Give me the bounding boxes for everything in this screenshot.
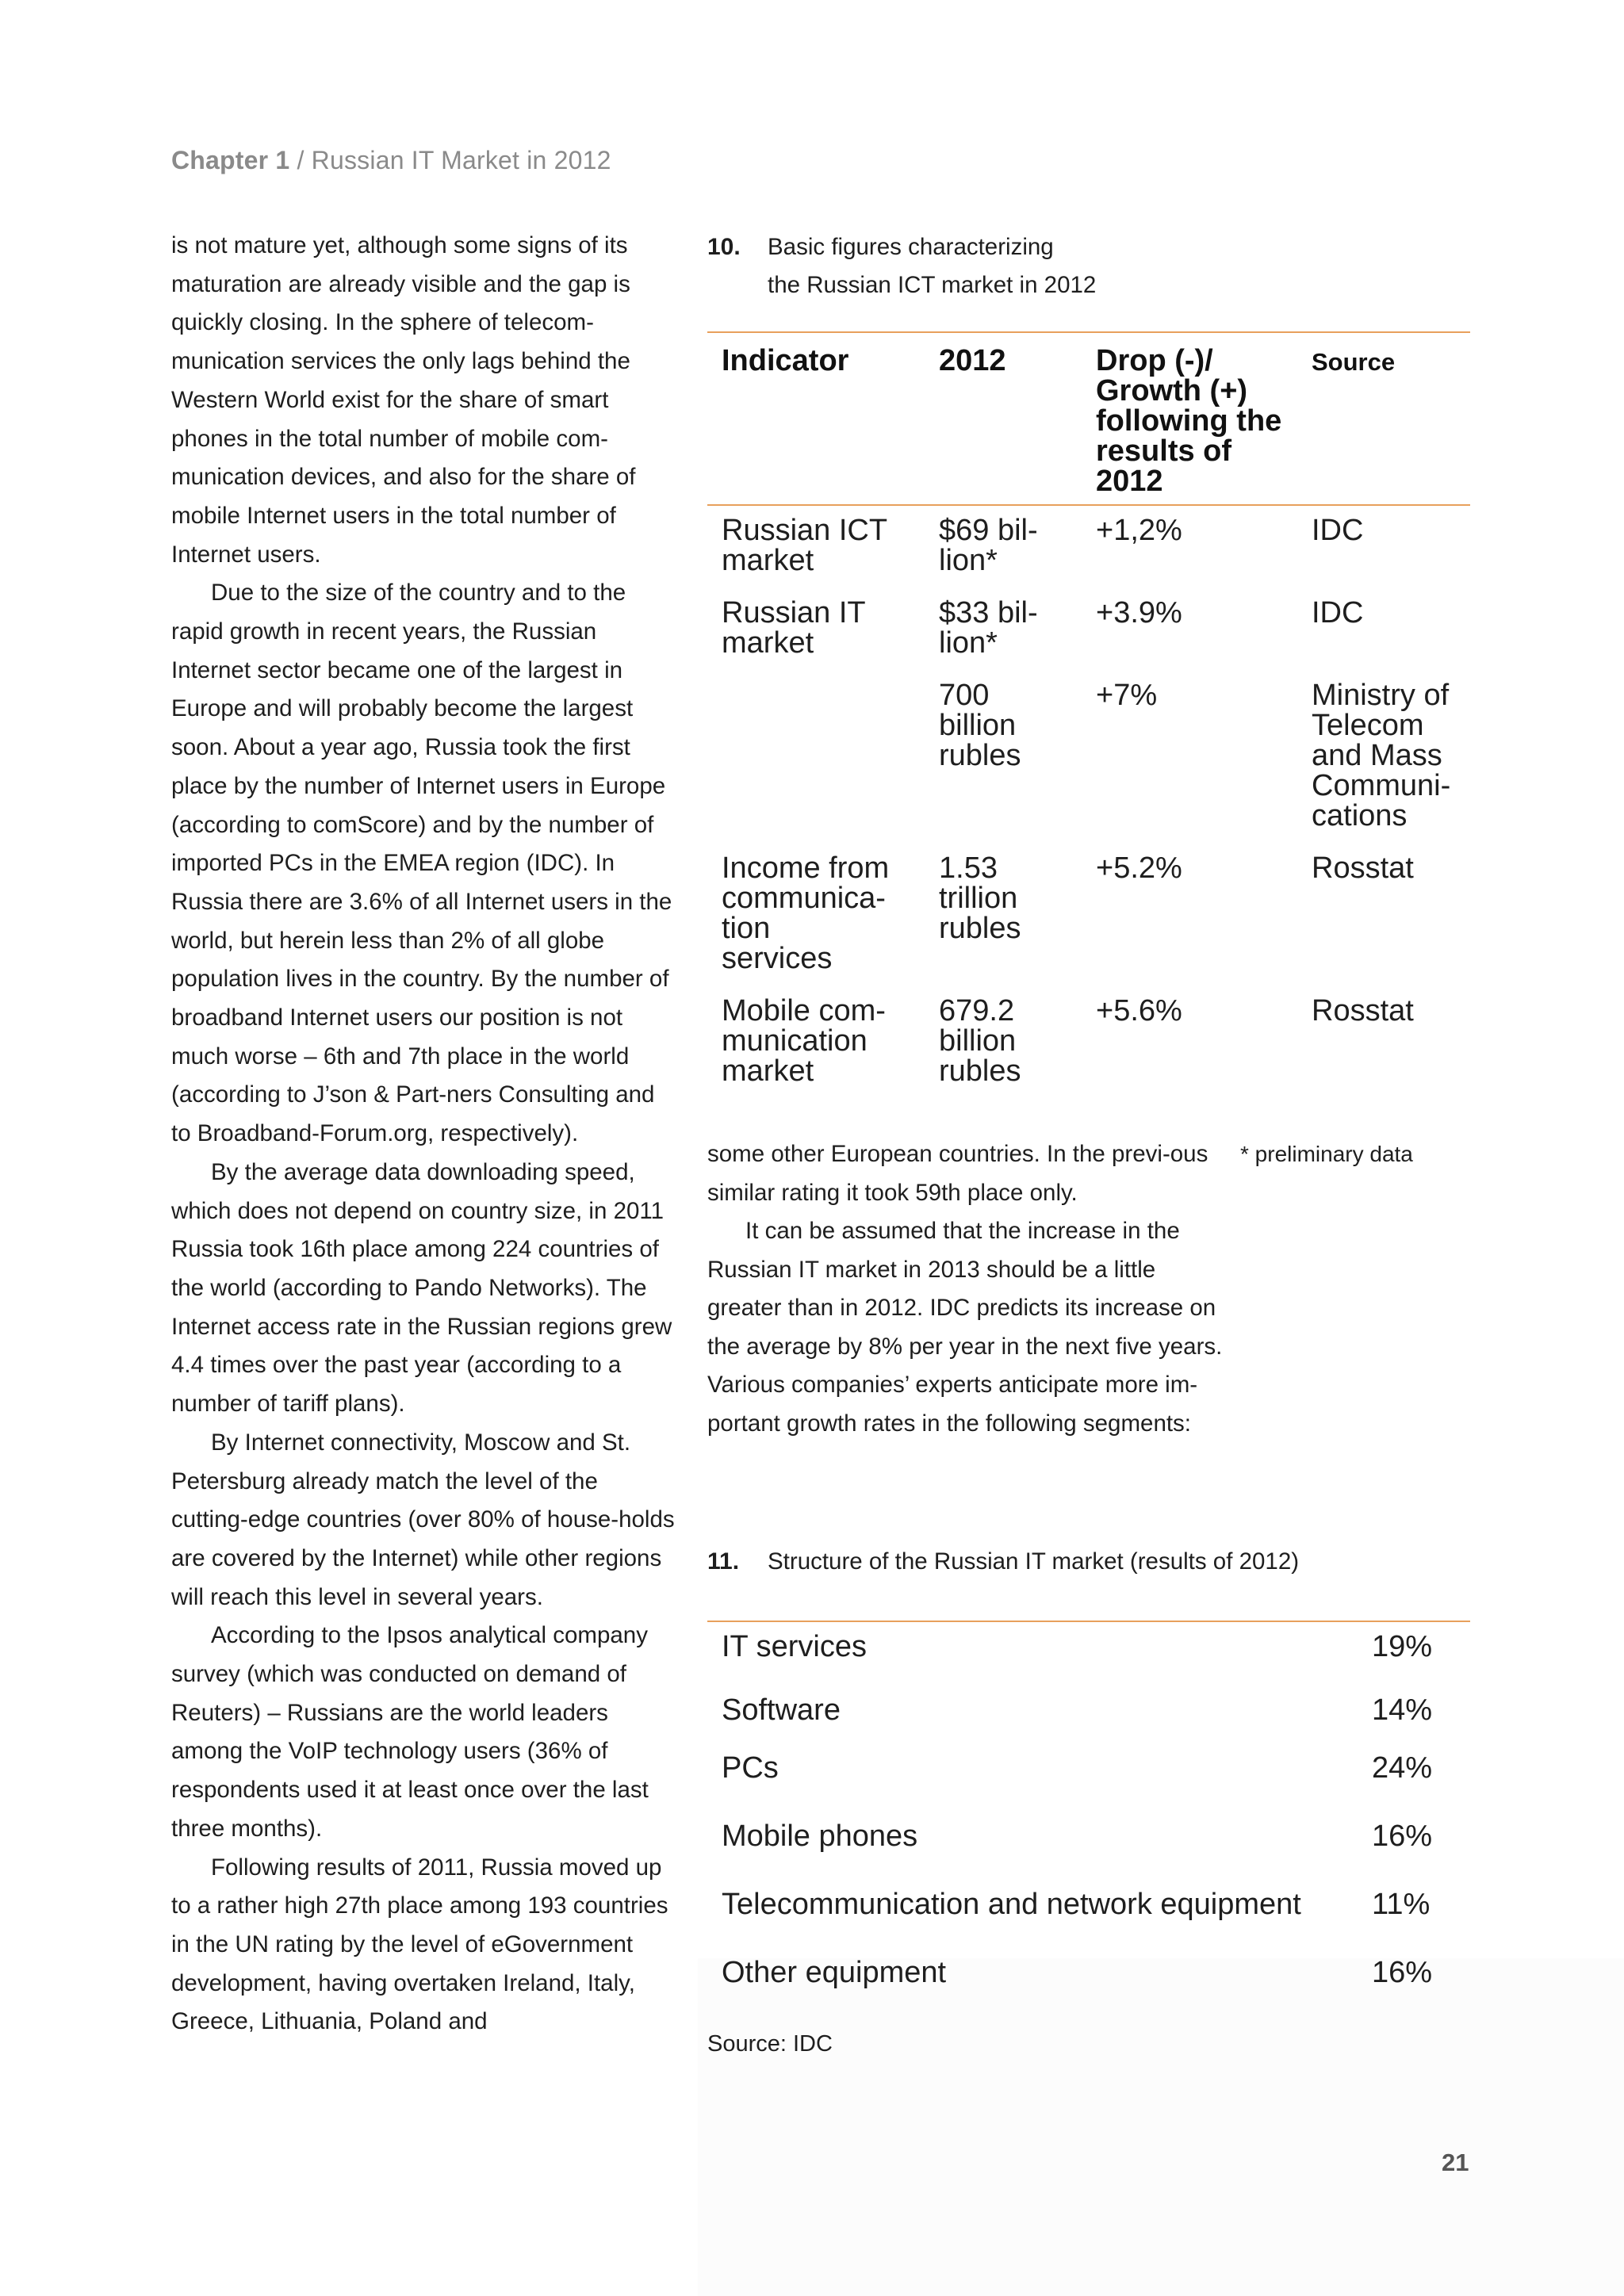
table11-value: 16% [1372,1820,1433,1853]
page-bottom-shade [698,1958,1624,2296]
table10-cell-source: Rosstat [1312,994,1414,1027]
table11-label: Mobile phones [722,1820,918,1853]
running-header [171,146,611,175]
table10-cell-change: +7% [1096,679,1158,712]
table10-footnote: * preliminary data [1240,1142,1413,1166]
table11-value: 16% [1372,1956,1433,1989]
table10-cell-indicator: Russian ICT market [722,514,888,577]
left-text-column [171,227,679,2042]
table10-title-line2: the Russian ICT market in 2012 [768,272,1097,298]
table11-value: 19% [1372,1630,1433,1663]
table10-title-line1: Basic figures characterizing [768,234,1054,260]
paragraph: According to the Ipsos analytical company survey (which was conducted on demand of Reuters) – Russians are the world leaders among the VoIP technology users (36% of respondents used it at least once over the last three months). [171,1622,649,1842]
table10-number: 10. [707,234,741,260]
table10-cell-value: $69 bil- lion* [939,514,1038,577]
table11-value: 11% [1372,1888,1431,1921]
paragraph: Following results of 2011, Russia moved up to a rather high 27th place among 193 countries in the UN rating by the level of eGovernment development, having overtaken Ireland, Italy, Greece, Lithuania, Poland and [171,1854,668,2035]
table10-cell-source: Ministry of Telecom and Mass Communi- cations [1312,679,1451,832]
table10-cell-indicator: Russian IT market [722,596,866,660]
table10-header-indicator: Indicator [722,344,849,377]
table11-top-rule [707,1621,1470,1622]
paragraph: Due to the size of the country and to the rapid growth in recent years, the Russian Internet sector became one of the largest in Europe and will probably become the largest soon. About a year ago, Russia took the first place by the number of Internet users in Europe (according to comScore) and by the number of imported PCs in the EMEA region (IDC). In Russia there are 3.6% of all Internet users in the world, but herein less than 2% of all globe population lives in the country. By the number of broadband Internet users our position is not much worse – 6th and 7th place in the world (according to J’son & Part-ners Consulting and to Broadband-Forum.org, respectively). [171,580,672,1147]
paragraph: is not mature yet, although some signs of its maturation are already visible and the gap is quickly closing. In the sphere of telecom-munication services the only lags behind the Western World exist for the share of smart phones in the total number of mobile com-munication devices, and also for the share of mobile Internet users in the total number of Internet users. [171,232,636,568]
table10-header-source: Source [1312,348,1396,376]
table11-number: 11. [707,1548,740,1575]
table10-cell-source: IDC [1312,514,1364,547]
table10-cell-change: +5.6% [1096,994,1182,1027]
table10-cell-change: +5.2% [1096,851,1182,885]
table10-cell-value: $33 bil- lion* [939,596,1038,660]
table10-header-rule [707,504,1470,506]
paragraph: It can be assumed that the increase in the Russian IT market in 2013 should be a little greater than in 2012. IDC predicts its increase on the average by 8% per year in the next five years. Various companies’ experts anticipate more im-portant growth rates in the following segments: [707,1218,1223,1437]
table10-cell-value: 1.53 trillion rubles [939,851,1021,945]
table10-top-rule [707,331,1470,333]
table10-header-change: Drop (-)/ Growth (+) following the results of 2012 [1096,344,1282,498]
table10-cell-indicator: Income from communica- tion services [722,851,890,975]
table10-cell-source: Rosstat [1312,851,1414,885]
table11-label: Software [722,1693,841,1727]
table11-value: 14% [1372,1693,1433,1727]
table10-cell-change: +1,2% [1096,514,1182,547]
table10-cell-source: IDC [1312,596,1364,629]
table11-source: Source: IDC [707,2031,833,2057]
chapter-title: / Russian IT Market in 2012 [289,146,611,174]
table10-cell-value: 679.2 billion rubles [939,994,1021,1088]
table10-header-year: 2012 [939,344,1006,377]
table11-value: 24% [1372,1751,1433,1785]
table11-label: IT services [722,1630,868,1663]
table11-caption [707,1543,1500,1581]
paragraph: some other European countries. In the previ-ous similar rating it took 59th place only. [707,1141,1208,1206]
page-number: 21 [1442,2149,1469,2176]
middle-text-column [707,1135,1231,1443]
table11-title: Structure of the Russian IT market (results of 2012) [768,1548,1300,1575]
table11-label: PCs [722,1751,779,1785]
table11-label: Telecommunication and network equipment [722,1888,1301,1921]
table10-cell-value: 700 billion rubles [939,679,1021,772]
table10-caption [707,228,1500,304]
paragraph: By the average data downloading speed, which does not depend on country size, in 2011 Russia took 16th place among 224 countries of the world (according to Pando Networks). The Internet access rate in the Russian regions grew 4.4 times over the past year (according to a number of tariff plans). [171,1158,672,1418]
paragraph: By Internet connectivity, Moscow and St. Petersburg already match the level of the cutting-edge countries (over 80% of house-holds are covered by the Internet) while other regions will reach this level in several years. [171,1429,675,1610]
table10-cell-change: +3.9% [1096,596,1182,629]
table10-cell-indicator: Mobile com- munication market [722,994,886,1088]
table11-label: Other equipment [722,1956,947,1989]
chapter-label: Chapter 1 [171,146,290,174]
